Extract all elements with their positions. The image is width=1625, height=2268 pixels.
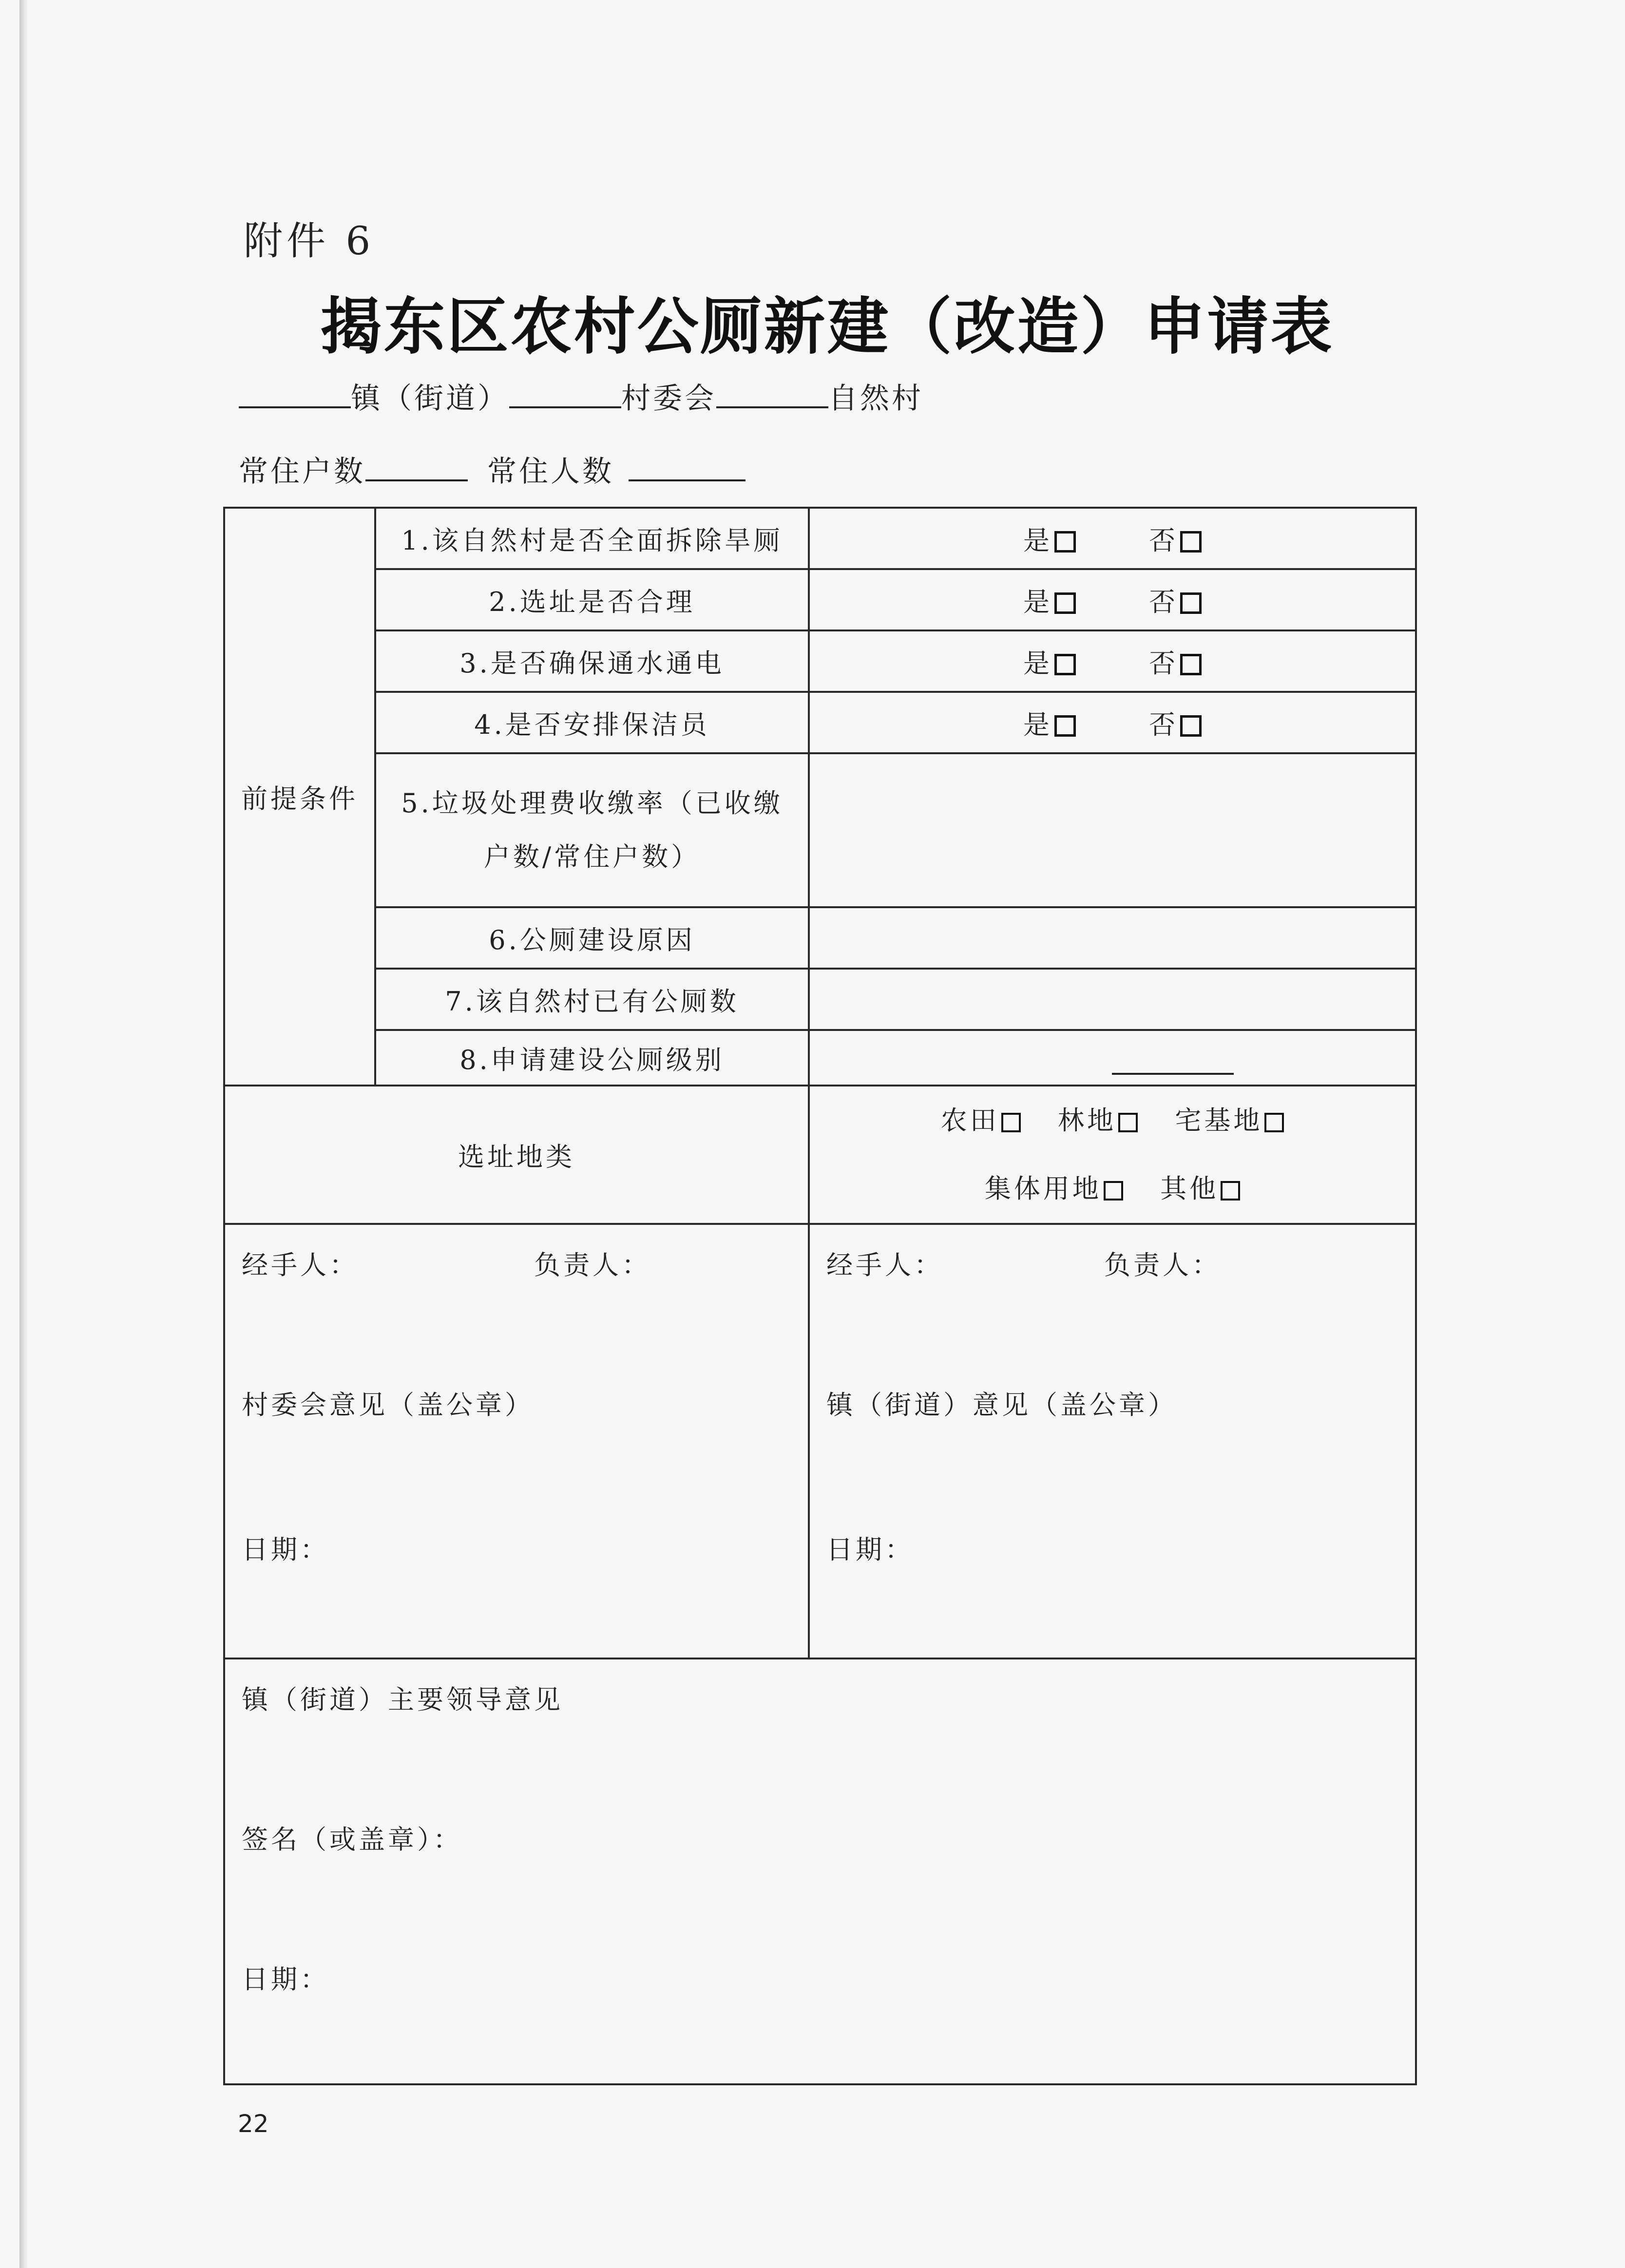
village-committee-opinion-label: 村委会意见（盖公章） xyxy=(242,1390,534,1420)
annex-label: 附件 6 xyxy=(244,218,375,264)
date-label: 日期： xyxy=(242,1964,329,1995)
town-label: 镇（街道） xyxy=(351,381,509,416)
build-reason-field[interactable] xyxy=(809,907,1416,969)
forest-checkbox[interactable] xyxy=(1118,1113,1138,1132)
option-label: 集体用地 xyxy=(984,1173,1102,1204)
yes-label: 是 xyxy=(1023,648,1052,679)
natural-village-blank[interactable] xyxy=(716,380,828,408)
table-row xyxy=(224,1224,1416,1658)
population-blank[interactable] xyxy=(629,453,746,481)
table-row xyxy=(224,1086,1416,1224)
town-blank[interactable] xyxy=(239,380,351,408)
leader-opinion-label: 镇（街道）主要领导意见 xyxy=(242,1684,563,1715)
table-row xyxy=(224,969,1416,1030)
yes-label: 是 xyxy=(1023,525,1052,556)
table-row xyxy=(224,1658,1416,2084)
toilet-level-blank[interactable] xyxy=(1112,1073,1234,1075)
condition-label: 1.该自然村是否全面拆除旱厕 xyxy=(375,508,809,569)
table-row xyxy=(224,692,1416,753)
condition-label xyxy=(375,753,809,907)
date-label: 日期： xyxy=(826,1534,914,1565)
yes-no-choice xyxy=(809,692,1416,753)
village-committee-section[interactable] xyxy=(224,1224,809,1658)
table-row xyxy=(224,753,1416,907)
condition-label: 2.选址是否合理 xyxy=(375,569,809,630)
fee-rate-field[interactable] xyxy=(809,753,1416,907)
table-row xyxy=(224,630,1416,692)
households-blank[interactable] xyxy=(365,453,468,481)
other-checkbox[interactable] xyxy=(1221,1181,1240,1201)
option-label: 林地 xyxy=(1058,1105,1116,1136)
existing-toilet-count-field[interactable] xyxy=(809,969,1416,1030)
no-checkbox[interactable] xyxy=(1180,715,1202,737)
prerequisites-label: 前提条件 xyxy=(224,508,375,1086)
no-label: 否 xyxy=(1149,648,1178,679)
town-opinion-label: 镇（街道）意见（盖公章） xyxy=(826,1390,1177,1420)
condition-label: 4.是否安排保洁员 xyxy=(375,692,809,753)
toilet-level-field[interactable] xyxy=(809,1030,1416,1086)
option-label: 其他 xyxy=(1160,1173,1219,1204)
no-label: 否 xyxy=(1149,525,1178,556)
condition-label: 8.申请建设公厕级别 xyxy=(375,1030,809,1086)
population-label: 常住人数 xyxy=(487,455,614,489)
handler-label: 经手人： xyxy=(826,1250,943,1280)
form-title: 揭东区农村公厕新建（改造）申请表 xyxy=(320,290,1334,362)
site-type-options xyxy=(809,1086,1416,1224)
table-row xyxy=(224,907,1416,969)
population-line xyxy=(239,448,746,490)
condition-label-line: 户数/常住户数） xyxy=(483,841,701,872)
option-label: 宅基地 xyxy=(1175,1105,1263,1136)
no-checkbox[interactable] xyxy=(1180,531,1202,553)
location-line xyxy=(239,375,923,417)
page-number: 22 xyxy=(238,2110,269,2138)
table-row xyxy=(224,508,1416,569)
yes-checkbox[interactable] xyxy=(1054,531,1076,553)
collective-land-checkbox[interactable] xyxy=(1104,1181,1123,1201)
condition-label: 3.是否确保通水通电 xyxy=(375,630,809,692)
no-label: 否 xyxy=(1149,586,1178,617)
site-type-label: 选址地类 xyxy=(224,1086,809,1224)
signature-label: 签名（或盖章）： xyxy=(242,1824,462,1855)
farmland-checkbox[interactable] xyxy=(1001,1113,1021,1132)
date-label: 日期： xyxy=(242,1534,329,1565)
yes-checkbox[interactable] xyxy=(1054,592,1076,614)
responsible-label: 负责人： xyxy=(1104,1250,1221,1280)
table-row xyxy=(224,569,1416,630)
table-row xyxy=(224,1030,1416,1086)
yes-no-choice xyxy=(809,508,1416,569)
village-committee-blank[interactable] xyxy=(509,380,621,408)
no-checkbox[interactable] xyxy=(1180,592,1202,614)
village-committee-label: 村委会 xyxy=(621,381,716,416)
homestead-checkbox[interactable] xyxy=(1264,1113,1284,1132)
no-label: 否 xyxy=(1149,709,1178,740)
responsible-label: 负责人： xyxy=(534,1250,651,1280)
condition-label: 6.公厕建设原因 xyxy=(375,907,809,969)
yes-label: 是 xyxy=(1023,709,1052,740)
condition-label: 7.该自然村已有公厕数 xyxy=(375,969,809,1030)
yes-no-choice xyxy=(809,630,1416,692)
handler-label: 经手人： xyxy=(242,1250,359,1280)
town-section[interactable] xyxy=(809,1224,1416,1658)
option-label: 农田 xyxy=(940,1105,999,1136)
yes-label: 是 xyxy=(1023,586,1052,617)
application-table xyxy=(223,507,1417,2085)
yes-checkbox[interactable] xyxy=(1054,715,1076,737)
yes-checkbox[interactable] xyxy=(1054,654,1076,675)
yes-no-choice xyxy=(809,569,1416,630)
no-checkbox[interactable] xyxy=(1180,654,1202,675)
condition-label-line: 5.垃圾处理费收缴率（已收缴 xyxy=(401,788,783,819)
leader-section[interactable] xyxy=(224,1658,1416,2084)
households-label: 常住户数 xyxy=(239,455,365,489)
natural-village-label: 自然村 xyxy=(828,381,923,416)
